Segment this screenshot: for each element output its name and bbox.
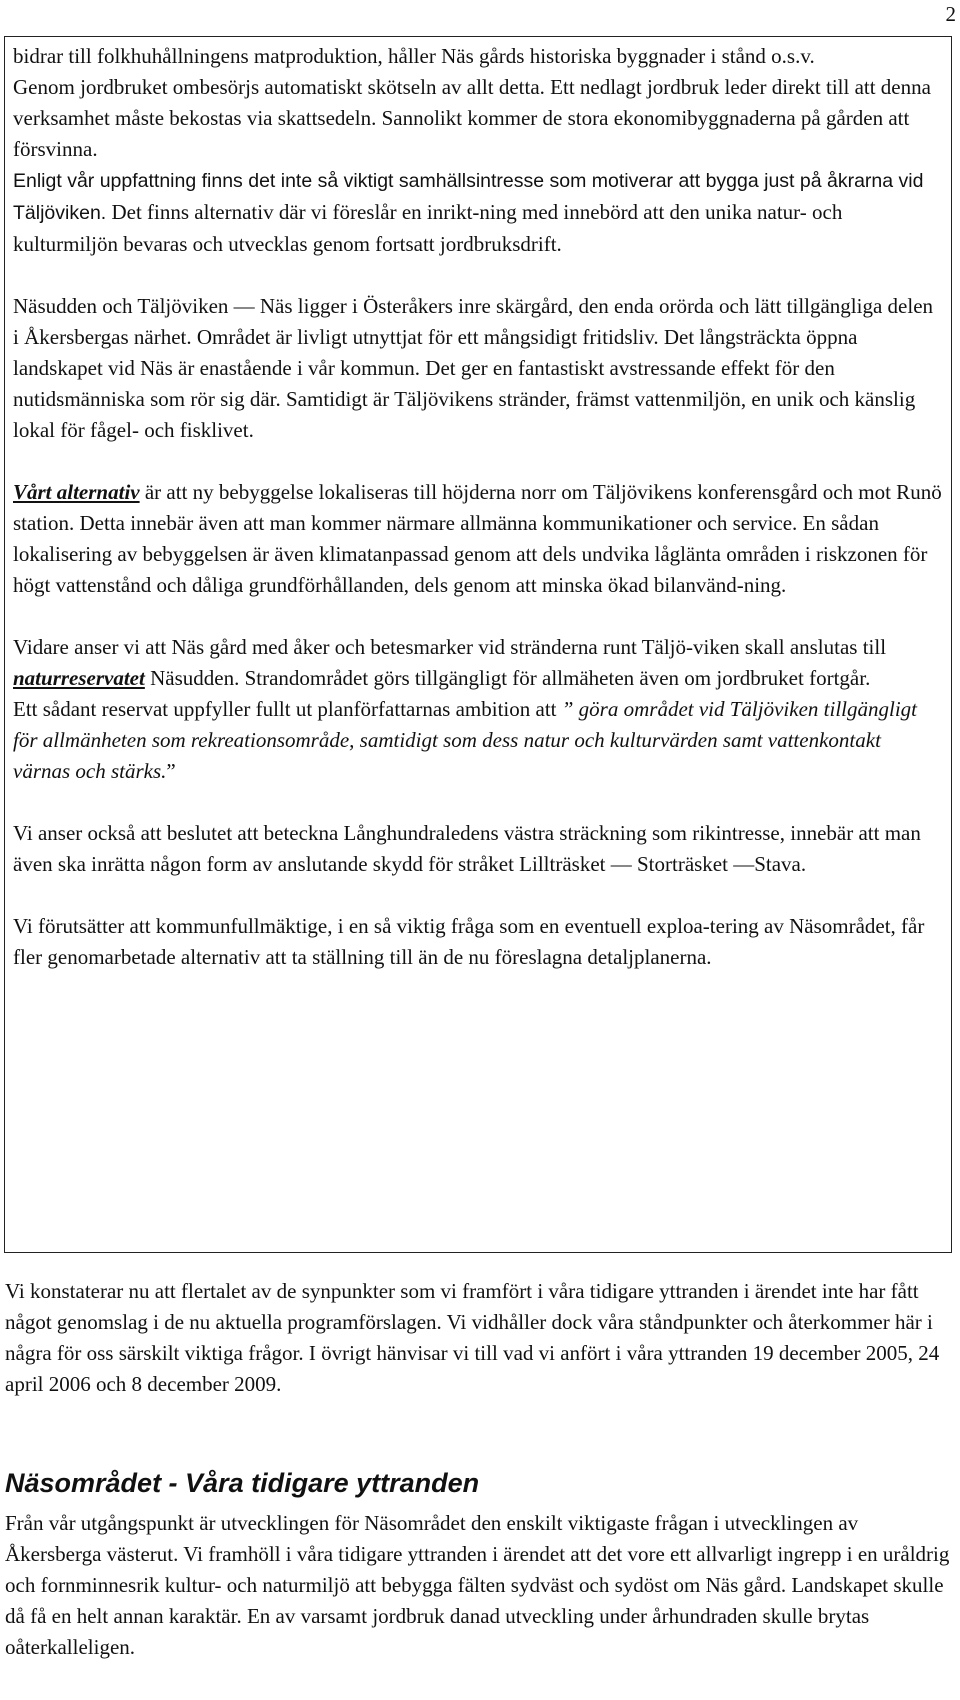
paragraph-maintenance: Genom jordbruket ombesörjs automatiskt skötseln av allt detta. Ett nedlagt jordbruk leder direkt till att denna verksamhet måste bekostas via skattsedeln. Sannolikt kommer de stora ekonomibyggnaderna på gården att försvinna.	[13, 75, 931, 161]
our-alternative-text: är att ny bebyggelse lokaliseras till höjderna norr om Täljövikens konferensgård och mot Runö station. Detta innebär även att man kommer närmare allmänna kommunikationer och service. En sådan lokalisering av bebyggelsen är även klimatanpassad genom att dels undvika låglänta områden i riskzonen för högt vattenstånd och dåliga grundförhållanden, dels genom att minska ökad bilanvänd-ning.	[13, 480, 942, 597]
reserve-quote-italic: ” göra området vid Täljöviken tillgängligt för allmänheten som rekreationsområde, samtidigt som dess natur och kulturvärden samt vattenkontakt värnas och stärks.	[13, 697, 917, 783]
paragraph-nasudden: Näsudden och Täljöviken — Näs ligger i Österåkers inre skärgård, den enda orörda och lätt tillgängliga delen i Åkersbergas närhet. Området är livligt utnyttjat för ett mångsidigt fritidsliv. Det långsträckta öppna landskapet vid Näs är enastående i vår kommun. Det ger en fantastiskt avstressande effekt för den nutidsmänniska som rör sig där. Samtidigt är Täljövikens stränder, främst vattenmiljön, en unik och känslig lokal för fågel- och fisklivet.	[13, 294, 934, 442]
paragraph-section-body: Från vår utgångspunkt är utvecklingen för Näsområdet den enskilt viktigaste frågan i utvecklingen av Åkersberga västerut. Vi framhöll i våra tidigare yttranden i ärendet att det vore ett allvarligt ingrepp i en uråldrig och fornminnesrik kultur- och naturmiljö att bebygga fälten sydväst och sydöst om Näs gård. Landskapet skulle då få en helt annan karaktär. En av varsamt jordbruk danad utveckling under århundraden skulle brytas oåterkalleligen.	[5, 1511, 950, 1659]
page-number: 2	[945, 2, 956, 26]
our-alternative-lead: Vårt alternativ	[13, 480, 140, 504]
paragraph-nature-reserve	[13, 632, 943, 694]
paragraph-previous-statements: Vi konstaterar nu att flertalet av de synpunkter som vi framfört i våra tidigare yttranden i ärendet inte har fått något genomslag i de nu aktuella programförslagen. Vi vidhåller dock våra ståndpunkter och återkommer här i några för oss särskilt viktiga frågor. I övrigt hänvisar vi till vad vi anfört i våra yttranden 19 december 2005, 24 april 2006 och 8 december 2009.	[5, 1279, 940, 1396]
paragraph-reserve-quote	[13, 694, 943, 787]
reserve-quote-intro: Ett sådant reservat uppfyller fullt ut planförfattarnas ambition att	[13, 697, 562, 721]
paragraph-langhundraleden: Vi anser också att beslutet att beteckna Långhundraledens västra sträckning som rikintresse, innebär att man även ska inrätta någon form av anslutande skydd för stråket Lillträsket — Storträsket —Stava.	[13, 821, 921, 876]
public-interest-sans-text: Enligt vår uppfattning finns det inte så viktigt samhällsintresse som motiverar att bygga just på åkrarna vid Täljöviken.	[13, 170, 924, 224]
paragraph-our-alternative	[13, 477, 943, 601]
paragraph-municipal-council: Vi förutsätter att kommunfullmäktige, i en så viktig fråga som en eventuell exploa-tering av Näsområdet, får fler genomarbetade alternativ att ta ställning till än de nu föreslagna detaljplanerna.	[13, 914, 925, 969]
nature-reserve-text-b: Näsudden. Strandområdet görs tillgängligt för allmäheten även om jordbruket fortgår.	[144, 666, 871, 690]
paragraph-farming: bidrar till folkhuhållningens matproduktion, håller Näs gårds historiska byggnader i stånd o.s.v.	[13, 44, 815, 68]
public-interest-serif-text: Det finns alternativ där vi föreslår en inrikt-ning med innebörd att den unika natur- och kulturmiljön bevaras och utvecklas genom fortsatt jordbruksdrift.	[13, 200, 843, 256]
reserve-quote-end: ”	[166, 759, 176, 783]
framed-text-box	[4, 36, 952, 1253]
paragraph-public-interest	[13, 165, 943, 260]
section-heading: Näsområdet - Våra tidigare yttranden	[5, 1468, 480, 1498]
nature-reserve-text-a: Vidare anser vi att Näs gård med åker och betesmarker vid stränderna runt Täljö-viken skall anslutas till	[13, 635, 887, 659]
nature-reserve-emphasis: naturreservatet	[13, 666, 145, 690]
